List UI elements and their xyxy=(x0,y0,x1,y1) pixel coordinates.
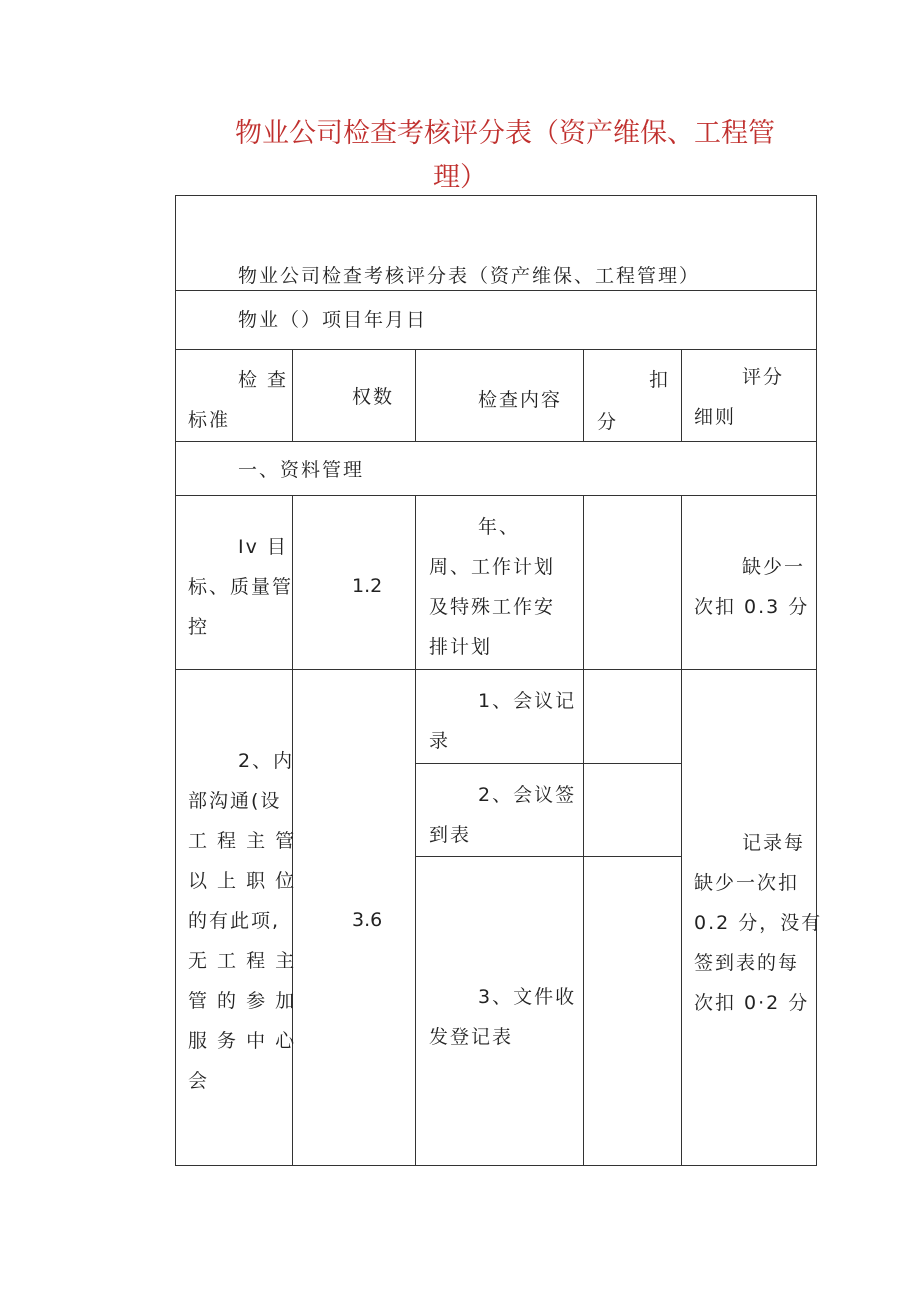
row-divider xyxy=(176,441,816,442)
row2-rules: 记录每 xyxy=(742,832,806,854)
row2-item-3: 发登记表 xyxy=(429,1026,514,1048)
row1-weight: 1.2 xyxy=(352,575,383,597)
row2-standard: 2、内 xyxy=(238,750,295,772)
row-divider xyxy=(176,669,816,670)
header-weight: 权数 xyxy=(352,386,395,408)
col-divider xyxy=(292,349,293,441)
row2-standard: 的有此项, xyxy=(188,910,281,932)
row2-standard: 工 程 主 管 xyxy=(188,830,297,852)
header-standard: 检 查 xyxy=(238,369,289,391)
row2-standard: 服 务 中 心 xyxy=(188,1030,297,1052)
header-deduct: 分 xyxy=(597,411,619,433)
row1-content: 排计划 xyxy=(429,636,493,658)
score-table xyxy=(175,195,823,1166)
row1-content: 年、 xyxy=(478,516,521,538)
col-divider xyxy=(415,349,416,441)
header-rules: 评分 xyxy=(742,366,785,388)
row1-content: 周、工作计划 xyxy=(429,556,556,578)
row2-rules: 次扣 0·2 分 xyxy=(694,992,810,1014)
row2-item-3: 3、文件收 xyxy=(478,986,577,1008)
row-divider xyxy=(415,856,681,857)
document-title xyxy=(0,112,920,200)
row-divider xyxy=(415,763,681,764)
row2-standard: 无 工 程 主 xyxy=(188,950,297,972)
row1-rules: 缺少一 xyxy=(742,556,806,578)
row1-rules: 次扣 0.3 分 xyxy=(694,596,810,618)
row2-rules: 缺少一次扣 xyxy=(694,872,800,894)
row2-standard: 管 的 参 加 xyxy=(188,990,297,1012)
row-divider xyxy=(176,495,816,496)
table-heading: 物业公司检查考核评分表（资产维保、工程管理） xyxy=(238,265,701,287)
title-line-2: 理） xyxy=(433,162,487,193)
col-divider xyxy=(681,349,682,441)
project-date-line: 物业（）项目年月日 xyxy=(238,309,428,331)
title-line-1: 物业公司检查考核评分表（资产维保、工程管 xyxy=(235,118,775,149)
row1-content: 及特殊工作安 xyxy=(429,596,556,618)
header-content: 检查内容 xyxy=(478,389,563,411)
row2-rules: 签到表的每 xyxy=(694,952,800,974)
section-title: 一、资料管理 xyxy=(238,459,365,481)
row1-standard: 标、质量管 xyxy=(188,576,294,598)
row2-item-2: 到表 xyxy=(429,824,472,846)
row2-standard: 会 xyxy=(188,1070,210,1092)
header-standard: 标准 xyxy=(188,409,231,431)
col-divider xyxy=(583,495,584,1165)
header-rules: 细则 xyxy=(694,406,737,428)
row2-standard: 以 上 职 位 xyxy=(188,870,297,892)
row2-weight: 3.6 xyxy=(352,909,383,931)
row1-standard: 控 xyxy=(188,616,210,638)
col-divider xyxy=(583,349,584,441)
col-divider xyxy=(681,495,682,1165)
row2-item-1: 1、会议记 xyxy=(478,690,577,712)
row2-rules: 0.2 分，没有 xyxy=(694,912,823,934)
row2-item-1: 录 xyxy=(429,730,451,752)
col-divider xyxy=(415,495,416,1165)
row2-item-2: 2、会议签 xyxy=(478,784,577,806)
row1-standard: Iv 目 xyxy=(238,536,288,558)
header-deduct: 扣 xyxy=(649,369,671,391)
row-divider xyxy=(176,349,816,350)
row2-standard: 部沟通(设 xyxy=(188,790,282,812)
